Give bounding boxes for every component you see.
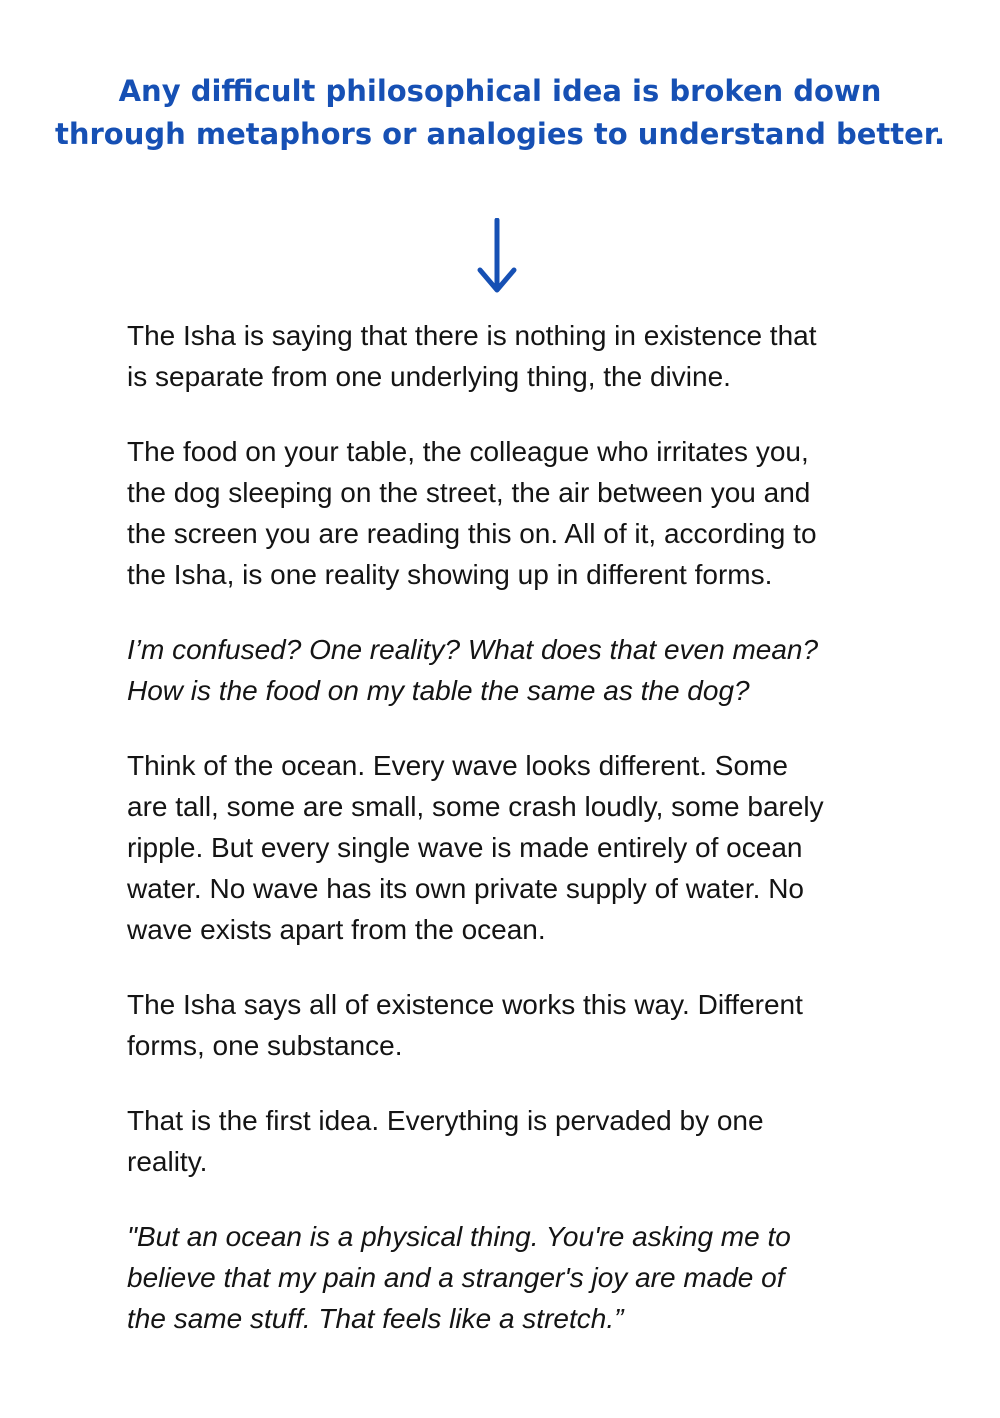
text-line: believe that my pain and a stranger's joy are made of — [127, 1262, 785, 1293]
paragraph — [127, 984, 927, 1066]
headline-line: through metaphors or analogies to understand better. — [55, 117, 945, 151]
paragraph — [127, 745, 927, 950]
down-arrow-icon — [474, 218, 520, 296]
text-line: reality. — [127, 1146, 208, 1177]
text-line: The Isha says all of existence works this way. Different — [127, 989, 803, 1020]
headline-line: Any difficult philosophical idea is broken down — [118, 74, 882, 108]
text-line: water. No wave has its own private supply of water. No — [127, 873, 804, 904]
text-line: The Isha is saying that there is nothing in existence that — [127, 320, 817, 351]
headline — [0, 70, 1000, 156]
text-line: the dog sleeping on the street, the air between you and — [127, 477, 811, 508]
text-line: The food on your table, the colleague who irritates you, — [127, 436, 809, 467]
article-body — [127, 315, 927, 1339]
question-paragraph — [127, 629, 927, 711]
text-line: I’m confused? One reality? What does that even mean? — [127, 634, 819, 665]
text-line: Think of the ocean. Every wave looks different. Some — [127, 750, 788, 781]
text-line: "But an ocean is a physical thing. You're asking me to — [127, 1221, 791, 1252]
text-line: ripple. But every single wave is made entirely of ocean — [127, 832, 803, 863]
paragraph — [127, 315, 927, 397]
text-line: is separate from one underlying thing, the divine. — [127, 361, 731, 392]
paragraph — [127, 431, 927, 595]
text-line: the Isha, is one reality showing up in different forms. — [127, 559, 773, 590]
text-line: That is the first idea. Everything is pervaded by one — [127, 1105, 764, 1136]
text-line: are tall, some are small, some crash loudly, some barely — [127, 791, 824, 822]
paragraph — [127, 1100, 927, 1182]
text-line: the screen you are reading this on. All of it, according to — [127, 518, 817, 549]
text-line: the same stuff. That feels like a stretch.” — [127, 1303, 624, 1334]
text-line: forms, one substance. — [127, 1030, 403, 1061]
text-line: wave exists apart from the ocean. — [127, 914, 546, 945]
quote-paragraph — [127, 1216, 927, 1339]
text-line: How is the food on my table the same as the dog? — [127, 675, 750, 706]
